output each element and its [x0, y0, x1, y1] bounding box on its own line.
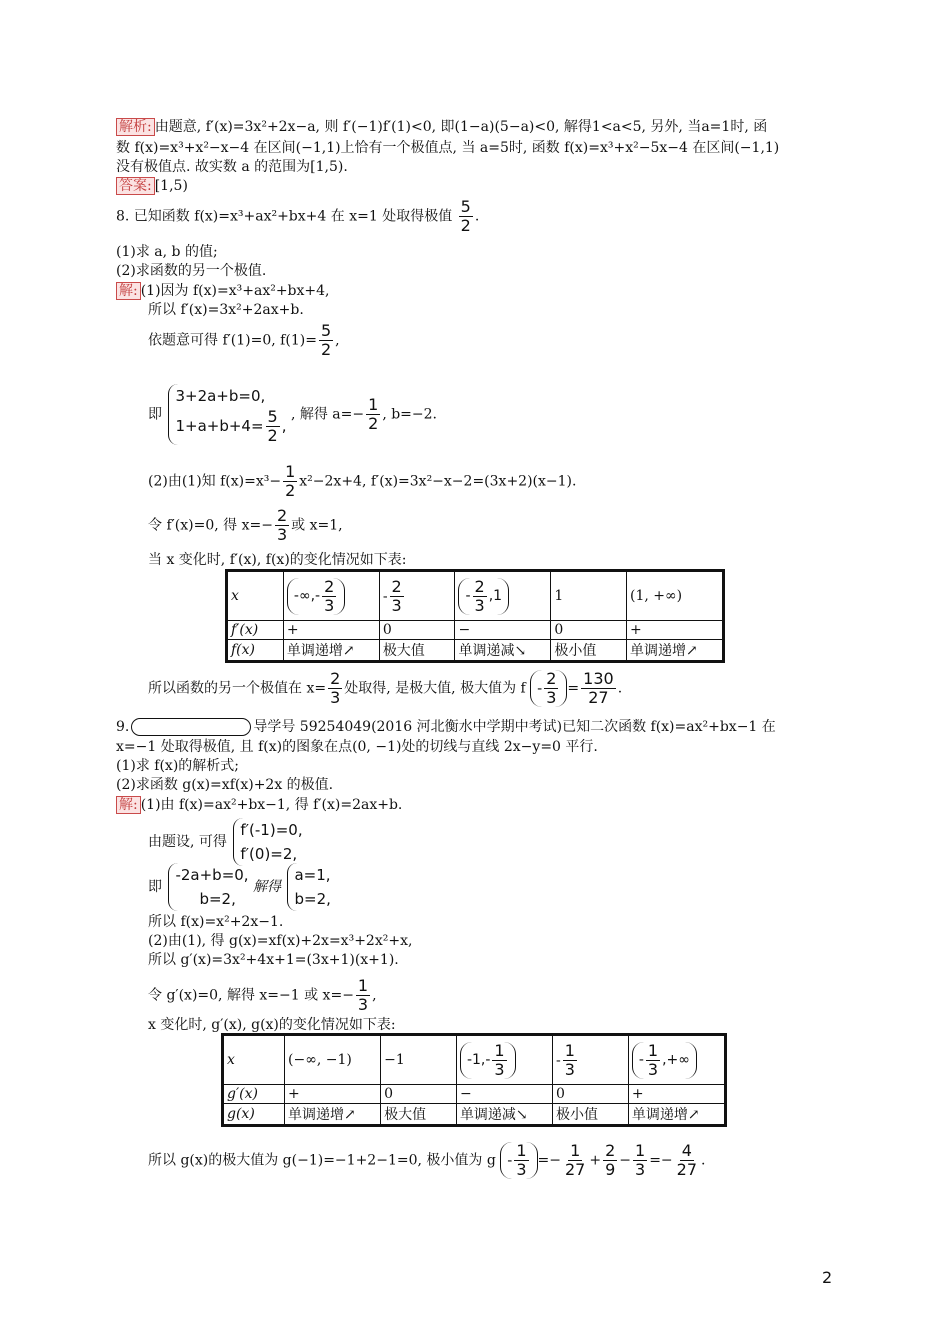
q9-sol-6: 令 g′(x)=0, 解得 x=−1 或 x=− $\frac{1}{3}$ , [148, 976, 377, 1014]
daan-tag: 答案: [116, 177, 155, 195]
page-number: 2 [822, 1268, 833, 1287]
q8-sol-2: 所以 f′(x)=3x²+2ax+b. [148, 302, 304, 318]
answer-line: 答案: [1,5) [116, 177, 188, 195]
q8-sol-6: 当 x 变化时, f′(x), f(x)的变化情况如下表: [148, 552, 407, 568]
jiexi-tag: 解析: [116, 118, 155, 136]
q9-conclusion: 所以 g(x)的极大值为 g(−1)=−1+2−1=0, 极小值为 g - $\frac{1}{3}$ =− $\frac{1}{27}$ + $\frac{2}{9}$ − $\frac{1}{3}$ =− $\frac{4}{27}$ . [148, 1141, 706, 1179]
q9-sol-5: 所以 g′(x)=3x²+4x+1=(3x+1)(x+1). [148, 952, 399, 968]
q9-table: x (−∞, −1) −1 -1,- $\frac{1}{3}$ - $\frac{1}{3}$ - $\frac{1}{3}$ ,+∞ g′(x) + 0 − 0 + g(x) 单调递增↗ 极大值 单调递减↘ 极小值 单调递增↗ [221, 1033, 727, 1127]
q8-part-2: (2)求函数的另一个极值. [116, 263, 267, 279]
q9-part-1: (1)求 f(x)的解析式; [116, 758, 239, 774]
jie-tag-2: 解: [116, 796, 141, 814]
q9-part-2: (2)求函数 g(x)=xf(x)+2x 的极值. [116, 777, 334, 793]
q8-sol-4: (2)由(1)知 f(x)=x³− $\frac{1}{2}$ x²−2x+4, f′(x)=3x²−x−2=(3x+2)(x−1). [148, 462, 577, 500]
q9-system-1: 由题设, 可得 f′(-1)=0, f′(0)=2, [148, 818, 303, 866]
q9-sol-7: x 变化时, g′(x), g(x)的变化情况如下表: [148, 1017, 396, 1033]
q8-sol-3: 依题意可得 f′(1)=0, f(1)= $\frac{5}{2}$ , [148, 321, 340, 359]
q9-sol-4: (2)由(1), 得 g(x)=xf(x)+2x=x³+2x²+x, [148, 933, 413, 949]
q8-table: x -∞,- $\frac{2}{3}$ - $\frac{2}{3}$ - $\frac{2}{3}$ ,1 1 (1, +∞) f′(x) + 0 − 0 + f(x) 单调递增↗ 极大值 单调递减↘ 极小值 单调递增↗ [225, 569, 725, 663]
q9-system-2: 即 -2a+b=0, b=2, 解得 a=1, b=2, [148, 863, 331, 911]
q8-part-1: (1)求 a, b 的值; [116, 244, 218, 260]
q8-conclusion: 所以函数的另一个极值在 x= $\frac{2}{3}$ 处取得, 是极大值, 极大值为 f - $\frac{2}{3}$ = $\frac{130}{27}$ . [148, 669, 623, 707]
q9-sol-1: 解: (1)由 f(x)=ax²+bx−1, 得 f′(x)=2ax+b. [116, 796, 402, 814]
id-badge [131, 718, 251, 736]
analysis-line-1: 解析: 由题意, f′(x)=3x²+2x−a, 则 f′(−1)f′(1)<0, 即(1−a)(5−a)<0, 解得1<a<5, 另外, 当a=1时, 函 [116, 118, 767, 136]
q9-sol-3: 所以 f(x)=x²+2x−1. [148, 914, 284, 930]
q9-stem-2: x=−1 处取得极值, 且 f(x)的图象在点(0, −1)处的切线与直线 2x−y=0 平行. [116, 739, 598, 755]
q9-stem-1: 9. 导学号 59254049(2016 河北衡水中学期中考试)已知二次函数 f(x)=ax²+bx−1 在 [116, 719, 776, 735]
q8-sol-1: 解: (1)因为 f(x)=x³+ax²+bx+4, [116, 282, 330, 300]
q8-sol-5: 令 f′(x)=0, 得 x=− $\frac{2}{3}$ 或 x=1, [148, 506, 343, 544]
q8-system: 即 3+2a+b=0, 1+a+b+4= $\frac{5}{2}$ , , 解得 a=− $\frac{1}{2}$ , b=−2. [148, 384, 437, 445]
jie-tag: 解: [116, 282, 141, 300]
analysis-line-2: 数 f(x)=x³+x²−x−4 在区间(−1,1)上恰有一个极值点, 当 a=5时, 函数 f(x)=x³+x²−5x−4 在区间(−1,1) [116, 140, 780, 156]
q8-stem: 8. 已知函数 f(x)=x³+ax²+bx+4 在 x=1 处取得极值 $\frac{5}{2}$ . [116, 197, 480, 235]
analysis-line-3: 没有极值点. 故实数 a 的范围为[1,5). [116, 159, 348, 175]
